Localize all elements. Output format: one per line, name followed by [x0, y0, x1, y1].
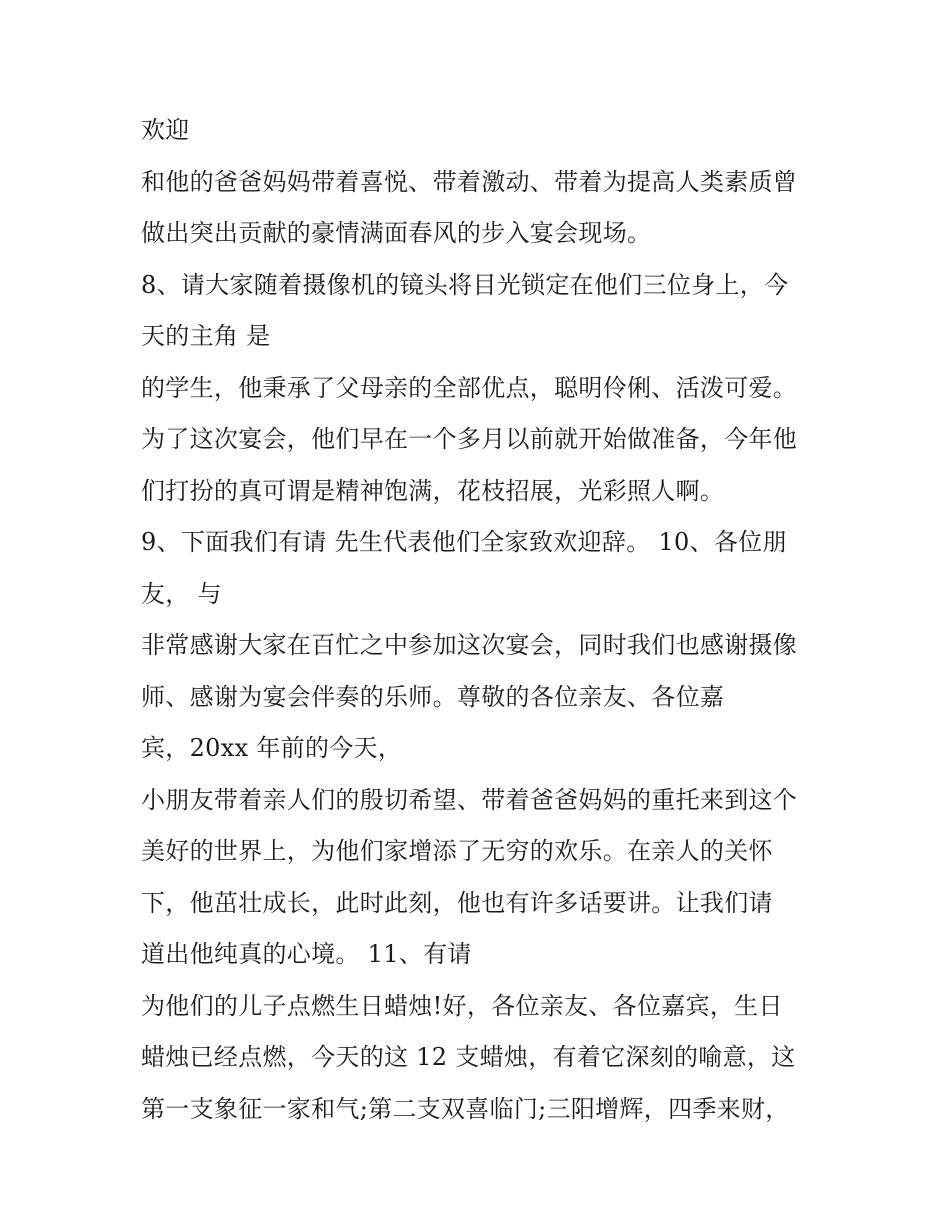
text-line: 的学生，他秉承了父母亲的全部优点，聪明伶俐、活泼可爱。: [141, 373, 798, 402]
text-line: 道出他纯真的心境。 11、有请: [141, 940, 472, 968]
text-line: 们打扮的真可谓是精神饱满，花枝招展，光彩照人啊。: [141, 476, 725, 505]
text-line: 为了这次宴会，他们早在一个多月以前就开始做准备，今年他: [141, 425, 798, 453]
text-line: 下，他茁壮成长，此时此刻，他也有许多话要讲。让我们请: [141, 888, 773, 917]
text-line: 宾，20xx 年前的今天，: [141, 734, 403, 762]
text-line: 和他的爸爸妈妈带着喜悦、带着激动、带着为提高人类素质曾: [141, 167, 798, 196]
text-line: 8、请大家随着摄像机的镜头将目光锁定在他们三位身上，今: [141, 270, 789, 299]
text-line: 为他们的儿子点燃生日蜡烛!好，各位亲友、各位嘉宾，生日: [141, 991, 783, 1020]
text-line: 9、下面我们有请 先生代表他们全家致欢迎辞。 10、各位朋: [141, 528, 787, 556]
text-line: 第一支象征一家和气;第二支双喜临门;三阳增辉，四季来财，: [141, 1094, 790, 1123]
text-line: 蜡烛已经点燃，今天的这 12 支蜡烛，有着它深刻的喻意，这: [141, 1043, 796, 1071]
text-line: 师、感谢为宴会伴奏的乐师。尊敬的各位亲友、各位嘉: [141, 682, 725, 711]
text-line: 小朋友带着亲人们的殷切希望、带着爸爸妈妈的重托来到这个: [141, 785, 798, 814]
text-line: 做出突出贡献的豪情满面春风的步入宴会现场。: [141, 219, 652, 247]
text-line: 天的主角 是: [141, 322, 271, 350]
text-line: 非常感谢大家在百忙之中参加这次宴会，同时我们也感谢摄像: [141, 631, 798, 659]
text-line: 友， 与: [141, 579, 222, 608]
text-line: 美好的世界上，为他们家增添了无穷的欢乐。在亲人的关怀: [141, 837, 773, 865]
text-line: 欢迎: [141, 116, 190, 144]
document-body: [141, 108, 821, 1138]
